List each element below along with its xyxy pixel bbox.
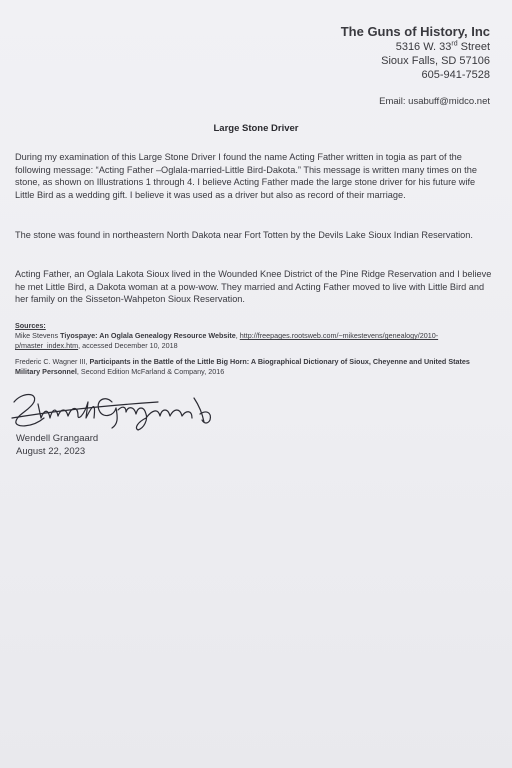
street-name: Street xyxy=(457,41,490,53)
ref1-title: Tiyospaye: An Oglala Genealogy Resource Website xyxy=(60,331,236,340)
street-number: 5316 W. 33 xyxy=(395,41,452,53)
ref2-title: Participants in the Battle of the Little Big Horn: A Biographical Dictionary of Sioux, Cheyenne and United States Military Personnel xyxy=(15,357,470,376)
ref1-author: Mike Stevens xyxy=(15,331,61,340)
paragraph-location: The stone was found in northeastern North Dakota near Fort Totten by the Devils Lake Sioux Indian Reservation. xyxy=(15,230,473,240)
source-reference-2 xyxy=(15,357,495,377)
ref2-author: Frederic C. Wagner III, xyxy=(15,357,90,366)
ref1-link[interactable]: http://freepages.rootsweb.com/~mikestevens/genealogy/2010-p/master_index.htm xyxy=(15,331,439,350)
letterhead xyxy=(341,24,490,82)
signer-block xyxy=(16,432,98,458)
street-ordinal: rd xyxy=(451,40,458,48)
street-address xyxy=(341,40,490,54)
handwritten-signature xyxy=(8,388,218,434)
signature-date: August 22, 2023 xyxy=(16,446,86,457)
paragraph-history: Acting Father, an Oglala Lakota Sioux lived in the Wounded Knee District of the Pine Ridge Reservation and I believe he met Little Bird, a Dakota woman at a pow-wow. They married and Acting Father moved to live with Little Bird and her family on the Sisseton-Wahpeton Sioux Reservation. xyxy=(15,269,492,304)
ref2-publisher: , Second Edition McFarland & Company, 2016 xyxy=(76,367,225,376)
sources-heading: Sources: xyxy=(15,321,46,330)
ref1-accessed: , accessed December 10, 2018 xyxy=(78,341,178,350)
sources-section xyxy=(15,321,495,377)
company-name: The Guns of History, Inc xyxy=(340,24,490,39)
source-reference-1 xyxy=(15,331,495,351)
paragraph-examination: During my examination of this Large Stone Driver I found the name Acting Father written in togia as part of the following message: “Acting Father –Oglala-married-Little Bird-Dakota.” This message is written many times on the stone, as shown on Illustrations 1 through 4. I believe Acting Father made the large stone driver for his future wife Little Bird as a wedding gift. I believe it was used as a driver but also as record of their marriage. xyxy=(15,152,477,200)
city-state-zip: Sioux Falls, SD 57106 xyxy=(381,55,490,67)
phone-number: 605-941-7528 xyxy=(421,69,490,81)
email-address: Email: usabuff@midco.net xyxy=(379,96,490,107)
document-title: Large Stone Driver xyxy=(213,123,299,134)
signer-name: Wendell Grangaard xyxy=(16,433,99,444)
ref1-separator: , xyxy=(235,331,240,340)
